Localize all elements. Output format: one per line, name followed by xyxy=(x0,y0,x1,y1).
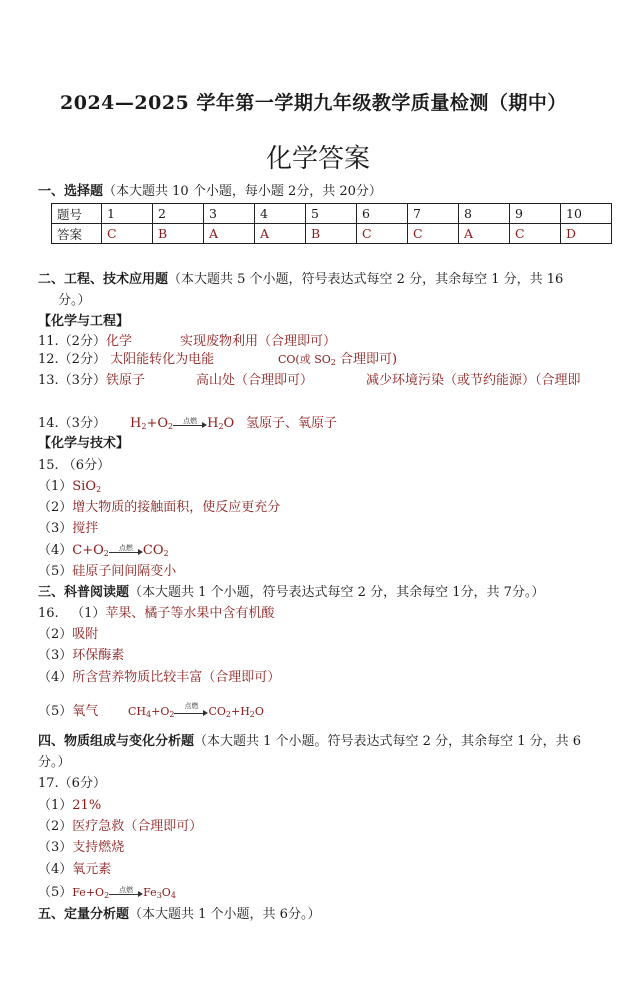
table-cell: 4 xyxy=(255,204,306,224)
section5-title: 五、定量分析题 xyxy=(38,907,130,922)
q13-number: 13.（3分） xyxy=(38,373,106,388)
table-cell: 8 xyxy=(459,204,510,224)
q11-answer-a: 化学 xyxy=(105,334,132,349)
reaction-arrow-icon: 点燃 xyxy=(174,707,208,717)
q12-number: 12.（2分） xyxy=(38,352,106,367)
q17-5: $(5)Fe+O_2$ 点燃 $Fe_3O_4$ xyxy=(38,885,176,900)
section2-heading xyxy=(38,272,563,288)
table-cell: C xyxy=(102,224,153,244)
section2-note-cont: 分。） xyxy=(58,293,91,308)
q16-3: （3）环保酶素 xyxy=(38,648,125,663)
section1-title: 一、选择题 xyxy=(38,184,104,199)
q15-2: （2）增大物质的接触面积，使反应更充分 xyxy=(38,500,281,515)
q17-4: （4）氧元素 xyxy=(38,862,112,877)
table-cell: A xyxy=(459,224,510,244)
table-cell: 9 xyxy=(510,204,561,224)
section4-title: 四、物质组成与变化分析题 xyxy=(38,734,195,749)
section4-note: （本大题共 1 个小题。符号表达式每空 2 分，其余每空 1 分，共 6 xyxy=(194,734,582,749)
table-cell: D xyxy=(561,224,612,244)
section1-note: （本大题共 10 个小题，每小题 2分，共 20分） xyxy=(103,184,382,199)
section2-title: 二、工程、技术应用题 xyxy=(38,272,169,287)
q15-5: （5）硅原子间间隔变小 xyxy=(38,564,177,579)
q16-1: 16. （1）苹果、橘子等水果中含有机酸 xyxy=(38,606,275,621)
table-cell: 5 xyxy=(306,204,357,224)
table-row-answers xyxy=(52,224,612,244)
section4-heading xyxy=(38,734,581,750)
reaction-arrow-icon: 点燃 xyxy=(109,888,143,898)
q12-answer-b: CO(或 $SO_2$ 合理即可) xyxy=(278,352,398,367)
table-cell: A xyxy=(204,224,255,244)
q16-5: （5）氧气 xyxy=(38,704,99,719)
table-cell: 10 xyxy=(561,204,612,224)
q17-2: （2）医疗急救（合理即可） xyxy=(38,819,203,834)
section3-heading xyxy=(38,585,544,601)
table-cell: C xyxy=(408,224,459,244)
table-cell: 6 xyxy=(357,204,408,224)
q17-1: （1）21% xyxy=(38,798,102,813)
q12-answer-a: 太阳能转化为电能 xyxy=(110,352,215,367)
q13-line xyxy=(38,373,145,389)
q17-3: （3）支持燃烧 xyxy=(38,840,125,855)
page-title: 2024—2025 学年第一学期九年级教学质量检测（期中） xyxy=(60,92,567,114)
section3-title: 三、科普阅读题 xyxy=(38,585,130,600)
q13-answer-a: 铁原子 xyxy=(105,373,145,388)
reaction-arrow-icon: 点燃 xyxy=(173,419,207,429)
q13-answer-c: 减少环境污染（或节约能源）（合理即 xyxy=(366,373,581,388)
q13-answer-b: 高山处（合理即可） xyxy=(196,373,314,388)
q11-line xyxy=(38,334,132,350)
table-cell: 7 xyxy=(408,204,459,224)
q17-number: 17.（6分） xyxy=(38,776,106,791)
table-cell: 3 xyxy=(204,204,255,224)
table-row-numbers xyxy=(52,204,612,224)
section4-note-cont: 分。） xyxy=(38,755,71,770)
section1-heading xyxy=(38,184,382,200)
q14-answer-b: 氢原子、氧原子 xyxy=(246,416,338,431)
section5-heading xyxy=(38,907,320,923)
subsection-chem-technology: 【化学与技术】 xyxy=(38,436,130,451)
q14-equation: $H_2+O_2$ 点燃 $H_2O$ xyxy=(130,416,235,431)
q12-line xyxy=(38,352,214,368)
q16-4: （4）所含营养物质比较丰富（合理即可） xyxy=(38,670,281,685)
section3-note: （本大题共 1 个小题，符号表达式每空 2 分，其余每空 1分，共 7分。） xyxy=(129,585,545,600)
table-cell: 2 xyxy=(153,204,204,224)
table-cell: A xyxy=(255,224,306,244)
table-cell: B xyxy=(306,224,357,244)
reaction-arrow-icon: 点燃 xyxy=(109,546,143,556)
subsection-chem-engineering: 【化学与工程】 xyxy=(38,314,130,329)
section2-note: （本大题共 5 个小题，符号表达式每空 2 分，其余每空 1 分，共 16 xyxy=(168,272,564,287)
q11-answer-b: 实现废物利用（合理即可） xyxy=(180,334,337,349)
q15-3: （3）搅拌 xyxy=(38,521,99,536)
table-cell: B xyxy=(153,224,204,244)
row-label-number: 题号 xyxy=(52,204,102,224)
row-label-answer: 答案 xyxy=(52,224,102,244)
table-cell: 1 xyxy=(102,204,153,224)
answer-table xyxy=(51,203,612,244)
page-subtitle: 化学答案 xyxy=(266,144,371,174)
q14-number: 14.（3分） xyxy=(38,416,106,431)
section5-note: （本大题共 1 个小题，共 6分。） xyxy=(129,907,321,922)
q11-number: 11.（2分） xyxy=(38,334,106,349)
q16-5-equation: $CH_4+O_2$ 点燃 $CO_2+H_2O$ xyxy=(128,702,264,719)
q16-2: （2）吸附 xyxy=(38,627,99,642)
q15-4: $(4)C+O_2$ 点燃 $CO_2$ xyxy=(38,543,169,558)
table-cell: C xyxy=(357,224,408,244)
q15-number: 15. （6分） xyxy=(38,458,111,473)
q15-1: （1）SiO$_2$ xyxy=(38,479,102,494)
table-cell: C xyxy=(510,224,561,244)
